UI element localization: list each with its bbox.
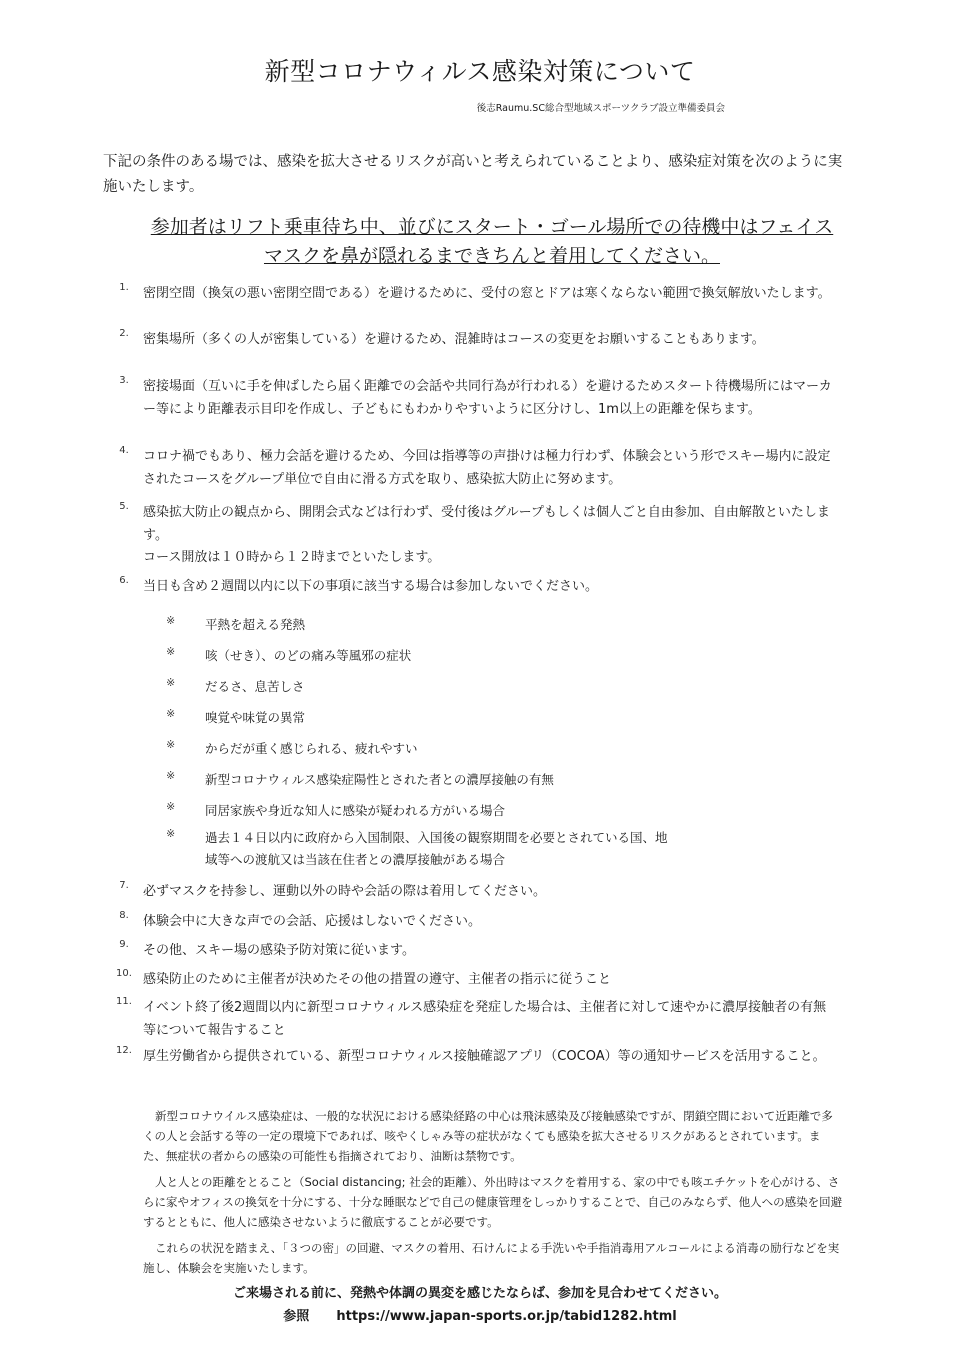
item-text: 感染防止のために主催者が決めたその他の措置の遵守、主催者の指示に従うこと <box>143 972 612 987</box>
reference-mark: ※ <box>166 738 176 751</box>
item-number: 8. <box>119 910 129 921</box>
item-number: 4. <box>119 445 129 456</box>
item-number: 7. <box>119 880 129 891</box>
body-paragraph: 新型コロナウイルス感染症は、一般的な状況における感染経路の中心は飛沫感染及び接触感染ですが、閉鎖空間において近距離で多くの人と会話する等の一定の環境下であれば、咳やくしゃみ等の症状がなくても感染を拡大させるリスクがあるとされています。また、無症状の者からの感染の可能性も指摘されており、油断は禁物です。 <box>143 1109 833 1163</box>
item-number: 6. <box>119 575 129 586</box>
body-paragraph: これらの状況を踏まえ、「３つの密」の回避、マスクの着用、石けんによる手洗いや手指消毒用アルコールによる消毒の励行などを実施し、体験会を実施いたします。 <box>143 1241 840 1275</box>
item-text: 感染拡大防止の観点から、開閉会式などは行わず、受付後はグループもしくは個人ごと自由参加、自由解散といたします。 <box>143 505 830 543</box>
item-number: 5. <box>119 501 129 512</box>
condition-text: 新型コロナウィルス感染症陽性とされた者との濃厚接触の有無 <box>205 772 554 787</box>
reference-line <box>0 1305 960 1324</box>
item-number: 9. <box>119 939 129 950</box>
condition-text: だるさ、息苦しさ <box>205 679 305 694</box>
body-paragraph: 人と人との距離をとること（Social distancing; 社会的距離）、外出時はマスクを着用する、家の中でも咳エチケットを心がける、さらに家やオフィスの換気を十分にする、十分な睡眠などで自己の健康管理をしっかりすることで、自己のみならず、他人への感染を回避するとともに、他人に感染させないように徹底することが必要です。 <box>143 1175 843 1229</box>
reference-mark: ※ <box>166 645 176 658</box>
mask-notice: 参加者はリフト乗車待ち中、並びにスタート・ゴール場所での待機中はフェイスマスクを鼻が隠れるまできちんと着用してください。 <box>150 216 834 267</box>
item-text: コロナ禍でもあり、極力会話を避けるため、今回は指導等の声掛けは極力行わず、体験会という形でスキー場内に設定されたコースをグループ単位で自由に滑る方式を取り、感染拡大防止に努めます。 <box>143 449 831 487</box>
item-extra-text: コース開放は１０時から１２時までといたします。 <box>143 550 441 565</box>
item-text: 密集場所（多くの人が密集している）を避けるため、混雑時はコースの変更をお願いすることもあります。 <box>143 332 765 347</box>
reference-mark: ※ <box>166 707 176 720</box>
condition-text: 平熱を超える発熱 <box>205 617 306 632</box>
condition-text: 咳（せき）、のどの痛み等風邪の症状 <box>205 648 412 663</box>
item-number: 2. <box>119 328 129 339</box>
organizer-name: 後志Raumu.SC総合型地域スポーツクラブ設立準備委員会 <box>476 103 725 114</box>
item-number: 3. <box>119 375 129 386</box>
item-text: 当日も含め２週間以内に以下の事項に該当する場合は参加しないでください。 <box>143 579 599 594</box>
item-text: イベント終了後2週間以内に新型コロナウィルス感染症を発症した場合は、主催者に対して速やかに濃厚接触者の有無等について報告すること <box>143 1000 827 1038</box>
item-text: 密接場面（互いに手を伸ばしたら届く距離での会話や共同行為が行われる）を避けるためスタート待機場所にはマーカー等により距離表示目印を作成し、子どもにもわかりやすいように区分けし、1m以上の距離を保ちます。 <box>143 379 832 417</box>
condition-text: からだが重く感じられる、疲れやすい <box>205 741 418 756</box>
reference-mark: ※ <box>166 800 176 813</box>
reference-mark: ※ <box>166 676 176 689</box>
item-number: 1. <box>119 282 129 293</box>
item-text: 密閉空間（換気の悪い密閉空間である）を避けるために、受付の窓とドアは寒くならない範囲で換気解放いたします。 <box>143 286 831 301</box>
condition-text: 同居家族や身近な知人に感染が疑われる方がいる場合 <box>205 803 506 818</box>
item-text: 必ずマスクを持参し、運動以外の時や会話の際は着用してください。 <box>143 884 547 899</box>
reference-mark: ※ <box>166 614 176 627</box>
condition-text: 嗅覚や味覚の異常 <box>205 710 306 725</box>
reference-mark: ※ <box>166 769 176 782</box>
item-number: 12. <box>116 1045 132 1056</box>
item-text: 厚生労働省から提供されている、新型コロナウィルス接触確認アプリ（COCOA）等の通知サービスを活用すること。 <box>143 1049 826 1064</box>
page-title: 新型コロナウィルス感染対策について <box>264 57 696 86</box>
reference-label: 参照 <box>283 1309 310 1324</box>
closing-warning: ご来場される前に、発熱や体調の異変を感じたならば、参加を見合わせてください。 <box>232 1286 727 1301</box>
item-text: その他、スキー場の感染予防対策に従います。 <box>143 943 415 958</box>
item-number: 10. <box>116 968 132 979</box>
item-number: 11. <box>116 996 132 1007</box>
reference-link[interactable]: https://www.japan-sports.or.jp/tabid1282.html <box>336 1309 677 1324</box>
condition-text: 過去１４日以内に政府から入国制限、入国後の観察期間を必要とされている国、地域等への渡航又は当該在住者との濃厚接触がある場合 <box>205 830 668 867</box>
intro-paragraph: 下記の条件のある場では、感染を拡大させるリスクが高いと考えられていることより、感染症対策を次のように実施いたします。 <box>103 154 843 195</box>
reference-mark: ※ <box>166 827 176 840</box>
item-text: 体験会中に大きな声での会話、応援はしないでください。 <box>143 914 482 929</box>
